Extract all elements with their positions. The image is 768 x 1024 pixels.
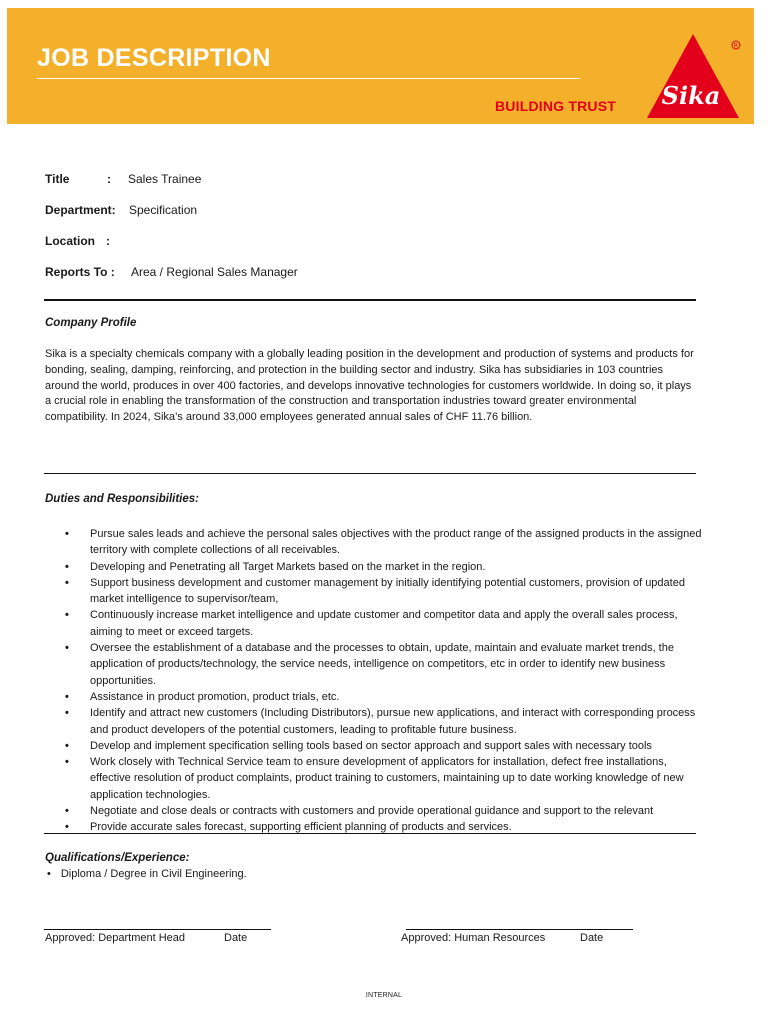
classification-footer: INTERNAL (365, 992, 403, 999)
field-label: Title (45, 172, 70, 186)
bullet-icon: • (65, 756, 69, 769)
qualification-text: Diploma / Degree in Civil Engineering. (60, 868, 247, 880)
field-label: Reports To : (45, 265, 115, 279)
list-item (63, 575, 703, 608)
list-item (63, 640, 703, 689)
field-value: Specification (129, 203, 198, 217)
qualification-item (47, 868, 247, 880)
brand-tagline: BUILDING TRUST (495, 98, 617, 114)
sika-logo (645, 32, 741, 120)
list-item-text: Identify and attract new customers (Including Distributors), pursue new applications, and interact with corresponding process and product developers of the potential customers, leading to profitable future business. (90, 707, 696, 736)
field-colon: : (107, 172, 111, 186)
field-label: Location (45, 234, 95, 248)
approval-date-label: Date (224, 932, 248, 944)
list-item-text: Oversee the establishment of a database and the processes to obtain, update, maintain and evaluate market trends, the application of products/technology, the service needs, intelligence on competitors, etc in order to identify new business opportunities. (90, 642, 674, 687)
bullet-icon: • (65, 707, 69, 720)
section-divider (44, 473, 696, 474)
list-item-text: Pursue sales leads and achieve the personal sales objectives with the product range of the assigned products in the assigned territory with complete collections of all receivables. (90, 528, 702, 557)
registered-mark-letter: R (733, 42, 739, 50)
company-profile-heading: Company Profile (45, 317, 137, 329)
field-colon: : (106, 234, 110, 248)
signature-line-human-resources (406, 929, 633, 930)
list-item-text: Work closely with Technical Service team to ensure development of applicators for installation, defect free installations, effective resolution of product complaints, product training to customers, maintaining up to date working knowledge of new application technologies. (90, 756, 684, 801)
bullet-icon: • (65, 821, 69, 834)
list-item (63, 754, 703, 803)
list-item (63, 689, 703, 705)
logo-wordmark: Sika (661, 81, 721, 110)
list-item (63, 738, 703, 754)
list-item (63, 607, 703, 640)
field-label: Department: (45, 203, 116, 217)
list-item-text: Assistance in product promotion, product trials, etc. (90, 690, 340, 703)
duties-heading: Duties and Responsibilities: (45, 493, 199, 505)
list-item (63, 705, 703, 738)
bullet-icon: • (65, 642, 69, 655)
bullet-icon: • (65, 609, 69, 622)
company-profile-text: Sika is a specialty chemicals company with a globally leading position in the development and production of systems and products for bonding, sealing, damping, reinforcing, and protection in the building sector and industry. Sika has subsidiaries in 103 countries around the world, produces in over 400 factories, and develops innovative technologies for customers worldwide. In doing so, it plays a crucial role in enabling the transformation of the construction and transportation industries toward greater environmental compatibility. In 2024, Sika’s around 33,000 employees generated annual sales of CHF 11.76 billion. (45, 348, 694, 424)
page-title: JOB DESCRIPTION (37, 44, 271, 72)
list-item (63, 526, 703, 559)
section-divider (44, 833, 696, 834)
bullet-icon: • (65, 560, 69, 573)
section-divider (44, 299, 696, 301)
approval-label-department-head: Approved: Department Head (45, 932, 186, 944)
bullet-icon: • (65, 528, 69, 540)
signature-line-department-head (44, 929, 271, 930)
field-value: Sales Trainee (128, 172, 202, 186)
bullet-icon: • (65, 805, 69, 818)
list-item-text: Provide accurate sales forecast, supporting efficient planning of products and services. (90, 821, 512, 834)
list-item-text: Continuously increase market intelligence and update customer and competitor data and apply the overall sales process, aiming to meet or exceed targets. (90, 609, 678, 638)
approval-label-human-resources: Approved: Human Resources (401, 932, 546, 944)
field-value: Area / Regional Sales Manager (131, 265, 298, 279)
bullet-icon: • (65, 690, 69, 703)
list-item-text: Negotiate and close deals or contracts with customers and provide operational guidance and support to the relevant (90, 805, 654, 818)
list-item-text: Developing and Penetrating all Target Markets based on the market in the region. (90, 560, 486, 573)
list-item (63, 559, 703, 575)
header-divider (37, 78, 580, 79)
duties-list (63, 526, 703, 836)
bullet-icon: • (47, 868, 51, 880)
qualifications-heading: Qualifications/Experience: (45, 852, 190, 864)
bullet-icon: • (65, 739, 69, 752)
approval-date-label: Date (580, 932, 604, 944)
bullet-icon: • (65, 576, 69, 589)
list-item-text: Develop and implement specification selling tools based on sector approach and support sales with necessary tools (90, 739, 652, 752)
list-item-text: Support business development and customer management by initially identifying potential customers, provision of updated market intelligence to supervisor/team, (90, 576, 685, 606)
header-banner (7, 8, 754, 124)
list-item (63, 803, 703, 819)
